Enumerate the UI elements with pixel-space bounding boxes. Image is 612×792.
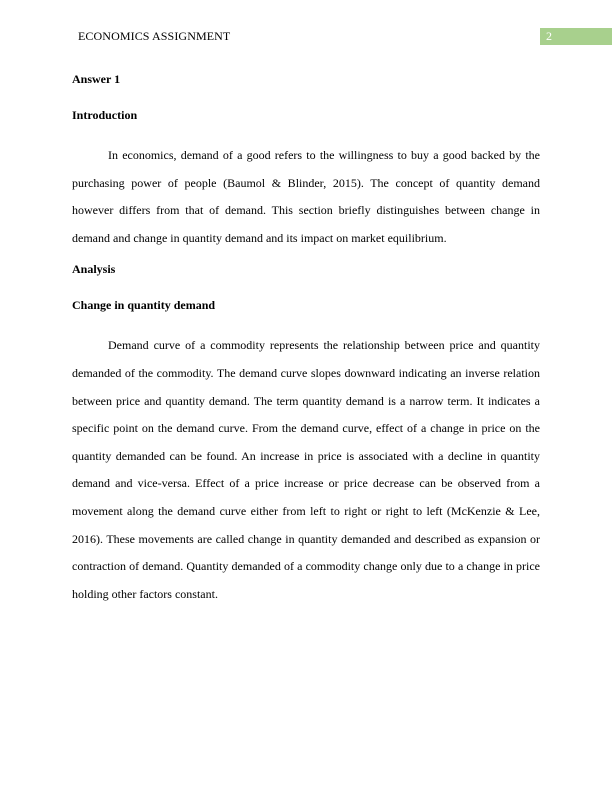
page-number-badge: [540, 28, 612, 45]
header-title: ECONOMICS ASSIGNMENT: [78, 29, 231, 43]
introduction-heading: Introduction: [72, 108, 138, 122]
change-quantity-demand-heading: Change in quantity demand: [72, 298, 216, 313]
change-quantity-demand-paragraph: Demand curve of a commodity represents the relationship between price and quantity demanded of the commodity. The demand curve slopes downward indicating an inverse relation between price and quantity demand. The term quantity demand is a narrow term. It indicates a specific point on the demand curve. From the demand curve, effect of a change in price on the quantity demanded can be found. An increase in price is associated with a decline in quantity demand and vice-versa. Effect of a price increase or price decrease can be observed from a movement along the demand curve either from left to right or right to left (McKenzie & Lee, 2016). These movements are called change in quantity demanded and described as expansion or contraction of demand. Quantity demanded of a commodity change only due to a change in price holding other factors constant.: [72, 338, 540, 601]
document-body: [72, 65, 540, 608]
answer-heading: Answer 1: [72, 72, 121, 86]
analysis-heading: Analysis: [72, 262, 116, 277]
page-number: 2: [546, 29, 552, 43]
introduction-paragraph: In economics, demand of a good refers to the willingness to buy a good backed by the purchasing power of people (Baumol & Blinder, 2015). The concept of quantity demand however differs from that of demand. This section briefly distinguishes between change in demand and change in quantity demand and its impact on market equilibrium.: [72, 148, 540, 245]
